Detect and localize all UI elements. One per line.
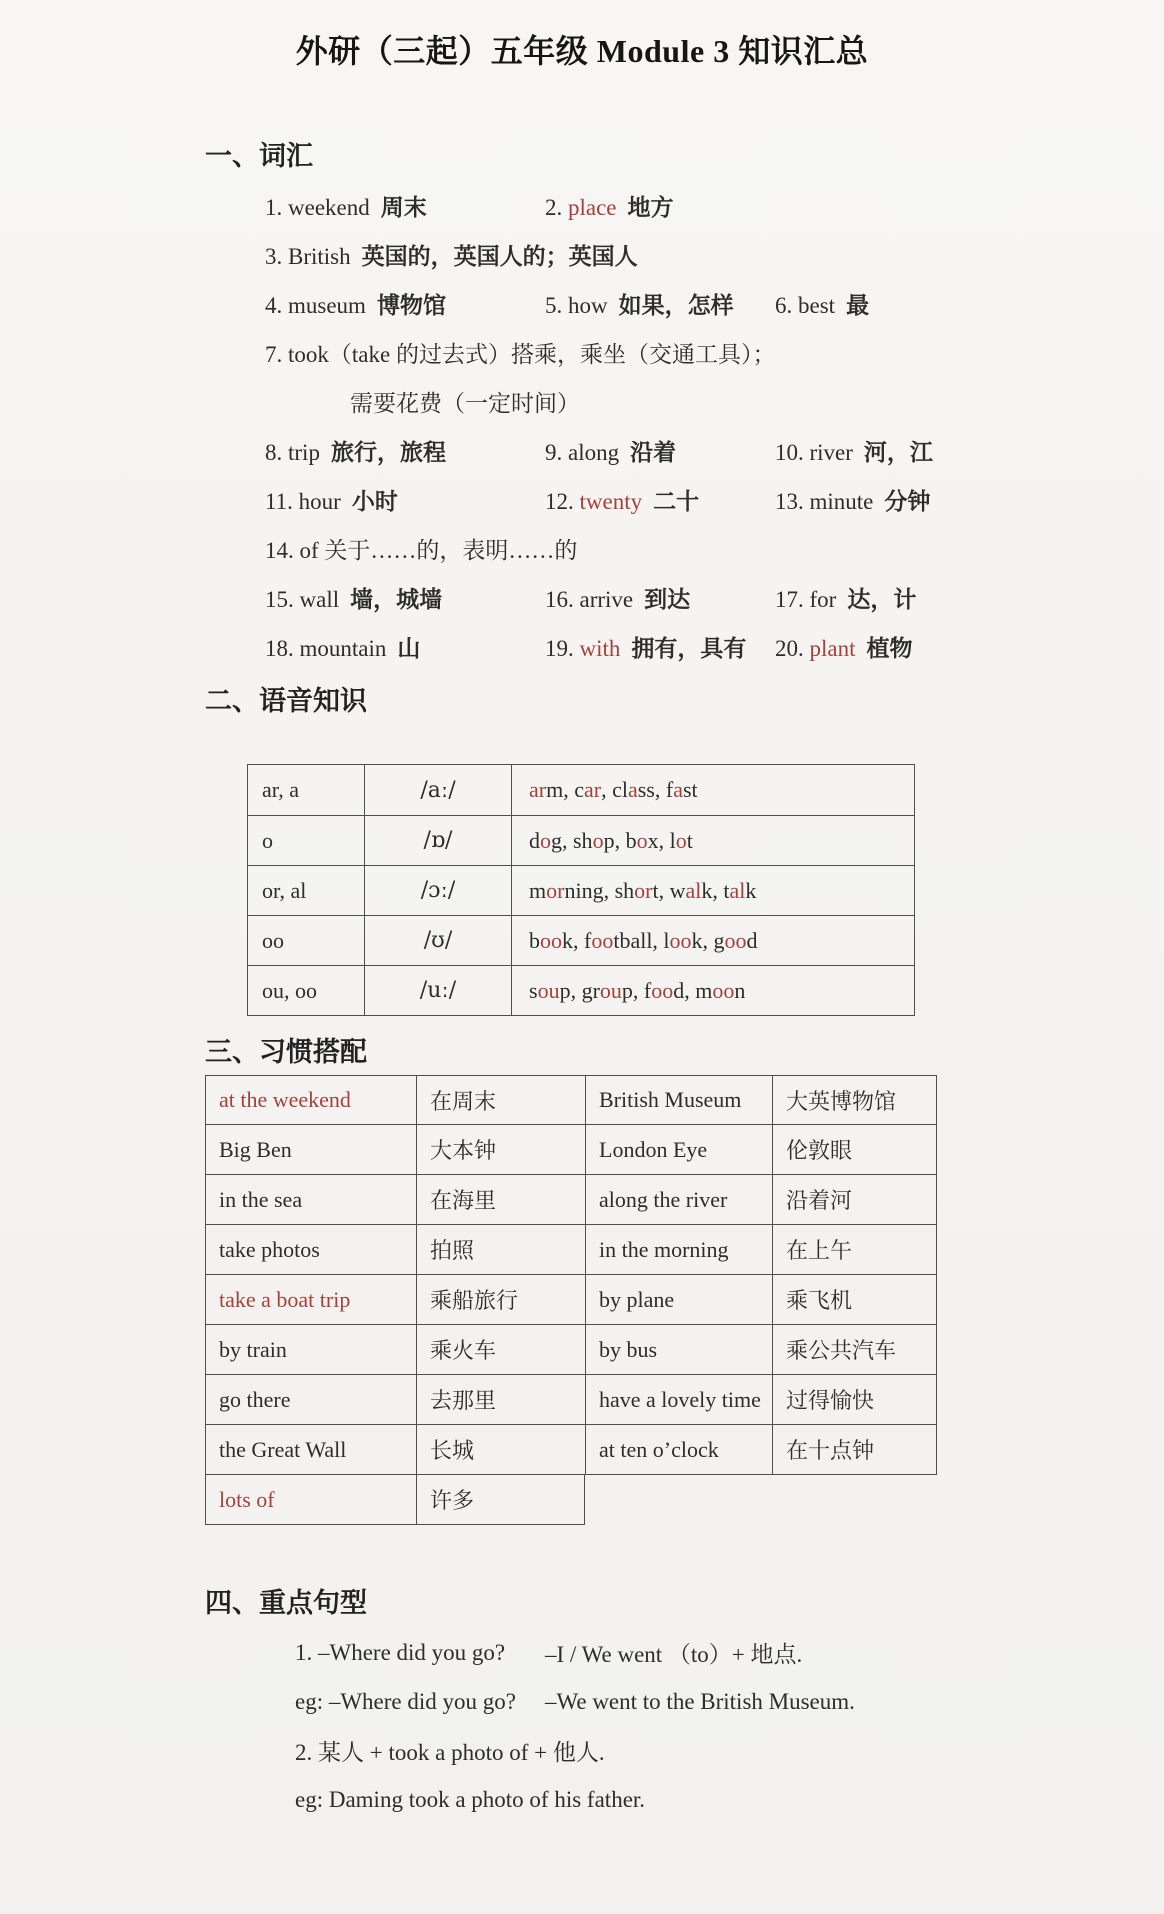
vocab-line <box>265 573 1164 622</box>
vocab-number: 20. <box>775 636 810 661</box>
vocab-entry <box>265 434 545 467</box>
phonetic-symbol-cell: /aː/ <box>364 765 512 815</box>
vocab-word: hour <box>298 489 341 514</box>
example-segment: ss, f <box>637 777 674 802</box>
collocation-table <box>205 1075 939 1525</box>
english-phrase-cell: British Museum <box>585 1075 772 1125</box>
vocab-entry <box>545 630 775 663</box>
sentence-question: 1. –Where did you go? <box>295 1639 506 1665</box>
vocab-line <box>265 622 1164 671</box>
vocab-meaning: 二十 <box>653 489 700 514</box>
vocab-number: 1. <box>265 195 288 220</box>
vocab-number: 9. <box>545 440 568 465</box>
example-segment: oo <box>540 927 562 953</box>
vocab-word: museum <box>288 293 366 318</box>
phonics-row <box>248 965 914 1015</box>
vocab-word: for <box>809 587 837 612</box>
chinese-meaning-cell: 拍照 <box>416 1225 585 1275</box>
english-phrase-cell: lots of <box>205 1475 416 1525</box>
chinese-meaning-cell: 去那里 <box>416 1375 585 1425</box>
section-heading-phonics: 二、语音知识 <box>205 686 367 716</box>
collocation-row <box>205 1475 939 1525</box>
phonics-table <box>247 764 915 1016</box>
sentence-line <box>295 1775 1164 1824</box>
chinese-meaning-cell: 大英博物馆 <box>772 1075 937 1125</box>
vocab-entry-text: 14. of 关于……的，表明……的 <box>265 538 578 563</box>
chinese-meaning-cell: 乘公共汽车 <box>772 1325 937 1375</box>
vocab-number: 11. <box>265 489 299 514</box>
example-segment: t, w <box>652 877 686 903</box>
english-phrase-cell: in the morning <box>585 1225 772 1275</box>
vocab-word: British <box>288 244 351 269</box>
vocab-meaning: 小时 <box>351 489 398 514</box>
vocab-meaning: 沿着 <box>630 440 677 465</box>
vocab-number: 4. <box>265 293 288 318</box>
vocab-number: 15. <box>265 587 300 612</box>
vocab-meaning: 如果，怎样 <box>618 293 734 318</box>
example-segment: st <box>682 777 698 802</box>
example-segment: b <box>529 927 540 953</box>
vocab-entry <box>775 630 1164 663</box>
vocab-word: with <box>579 636 621 661</box>
example-segment: ou <box>599 977 622 1003</box>
example-segment: k, t <box>701 877 730 903</box>
example-segment: o <box>675 827 687 853</box>
example-segment: al <box>685 877 702 903</box>
example-segment: , cl <box>601 777 628 802</box>
chinese-meaning-cell: 乘火车 <box>416 1325 585 1375</box>
vocab-line <box>265 230 1164 279</box>
english-phrase-cell: the Great Wall <box>205 1425 416 1475</box>
vocab-entry <box>775 581 1164 614</box>
chinese-meaning-cell: 在十点钟 <box>772 1425 937 1475</box>
example-segment: oo <box>724 927 747 953</box>
english-phrase-cell: London Eye <box>585 1125 772 1175</box>
collocation-row <box>205 1325 939 1375</box>
example-segment: oo <box>712 977 735 1003</box>
collocation-row <box>205 1275 939 1325</box>
section-heading-collocations: 三、习惯搭配 <box>205 1037 367 1067</box>
example-segment: p, gr <box>559 977 600 1003</box>
vocab-number: 18. <box>265 636 300 661</box>
example-segment: a <box>627 777 638 802</box>
english-phrase-cell: Big Ben <box>205 1125 416 1175</box>
example-segment: k, g <box>691 927 725 953</box>
phonetic-symbol-cell: /uː/ <box>364 966 512 1015</box>
vocab-word: how <box>568 293 608 318</box>
vocab-line <box>265 279 1164 328</box>
chinese-meaning-cell <box>772 1475 937 1525</box>
sentence-question: eg: –Where did you go? <box>295 1688 516 1714</box>
collocation-row <box>205 1075 939 1125</box>
example-segment: or <box>634 877 653 903</box>
chinese-meaning-cell: 沿着河 <box>772 1175 937 1225</box>
english-phrase-cell: by bus <box>585 1325 772 1375</box>
phonetic-symbol-cell: /ɔː/ <box>364 866 512 915</box>
vocab-word: minute <box>809 489 874 514</box>
vocab-entry <box>775 434 1164 467</box>
collocation-row <box>205 1425 939 1475</box>
phonics-row <box>248 915 914 965</box>
letter-pattern-cell: ou, oo <box>262 977 317 1003</box>
vocab-entry-text: 需要花费（一定时间） <box>350 391 580 416</box>
vocab-meaning: 拥有，具有 <box>631 636 747 661</box>
chinese-meaning-cell: 在周末 <box>416 1075 585 1125</box>
vocab-word: weekend <box>288 195 370 220</box>
vocab-meaning: 河，江 <box>863 440 933 465</box>
phonics-row <box>248 865 914 915</box>
english-phrase-cell <box>585 1475 772 1525</box>
vocab-meaning: 周末 <box>380 195 427 220</box>
english-phrase-cell: take a boat trip <box>205 1275 416 1325</box>
vocab-meaning: 山 <box>397 636 421 661</box>
chinese-meaning-cell: 大本钟 <box>416 1125 585 1175</box>
example-segment: k <box>745 877 757 903</box>
vocab-number: 16. <box>545 587 580 612</box>
vocab-number: 13. <box>775 489 810 514</box>
example-segment: d <box>529 827 540 853</box>
phonetic-symbol-cell: /ʊ/ <box>364 916 512 965</box>
vocab-meaning: 墙，城墙 <box>350 587 443 612</box>
vocab-line <box>265 524 1164 573</box>
section-heading-vocabulary: 一、词汇 <box>205 141 313 171</box>
chinese-meaning-cell: 长城 <box>416 1425 585 1475</box>
section-heading-sentence-patterns: 四、重点句型 <box>205 1588 367 1618</box>
vocab-word: mountain <box>299 636 387 661</box>
vocab-number: 8. <box>265 440 288 465</box>
english-phrase-cell: go there <box>205 1375 416 1425</box>
vocab-number: 5. <box>545 293 568 318</box>
example-segment: ar <box>583 777 602 802</box>
chinese-meaning-cell: 伦敦眼 <box>772 1125 937 1175</box>
vocab-word: wall <box>299 587 340 612</box>
english-phrase-cell: in the sea <box>205 1175 416 1225</box>
vocab-entry <box>265 189 545 222</box>
example-segment: ar <box>529 777 547 802</box>
vocab-word: best <box>798 293 836 318</box>
example-segment: k, f <box>562 927 592 953</box>
example-words-cell <box>512 816 914 865</box>
vocab-entry <box>545 434 775 467</box>
example-words-cell <box>512 916 914 965</box>
example-segment: o <box>592 827 604 853</box>
english-phrase-cell: have a lovely time <box>585 1375 772 1425</box>
vocab-number: 10. <box>775 440 810 465</box>
example-segment: t <box>686 827 693 853</box>
english-phrase-cell: along the river <box>585 1175 772 1225</box>
vocab-entry <box>265 287 545 320</box>
vocab-entry <box>265 238 1164 271</box>
example-segment: ning, sh <box>564 877 635 903</box>
vocab-meaning: 最 <box>846 293 870 318</box>
vocab-meaning: 英国的，英国人的；英国人 <box>361 244 638 269</box>
example-segment: oo <box>591 927 614 953</box>
sentence-line <box>295 1726 1164 1775</box>
sentence-answer: –We went to the British Museum. <box>545 1688 855 1714</box>
vocab-word: twenty <box>579 489 643 514</box>
phonetic-symbol-cell: /ɒ/ <box>364 816 512 865</box>
vocab-entry <box>775 483 1164 516</box>
chinese-meaning-cell: 在海里 <box>416 1175 585 1225</box>
vocab-entry <box>265 581 545 614</box>
vocab-word: trip <box>288 440 320 465</box>
vocab-line <box>265 377 1164 426</box>
collocation-row <box>205 1225 939 1275</box>
vocab-number: 2. <box>545 195 568 220</box>
vocab-word: along <box>568 440 620 465</box>
english-phrase-cell: by plane <box>585 1275 772 1325</box>
example-words-cell <box>512 966 914 1015</box>
example-segment: g, sh <box>551 827 593 853</box>
example-segment: m, c <box>546 777 584 802</box>
collocation-row <box>205 1375 939 1425</box>
sentence-pattern-list <box>295 1628 1164 1824</box>
example-segment: m <box>529 877 547 903</box>
chinese-meaning-cell: 在上午 <box>772 1225 937 1275</box>
sentence-answer: –I / We went （to）+ 地点. <box>545 1642 803 1667</box>
example-segment: or <box>546 877 565 903</box>
vocab-meaning: 到达 <box>644 587 691 612</box>
letter-pattern-cell: ar, a <box>262 777 299 802</box>
example-segment: d <box>746 927 758 953</box>
sentence-text: eg: Daming took a photo of his father. <box>295 1786 646 1812</box>
sentence-text: 2. 某人 + took a photo of + 他人. <box>295 1740 605 1765</box>
sentence-line <box>295 1628 1164 1677</box>
vocab-entry-text: 7. took（take 的过去式）搭乘，乘坐（交通工具）； <box>265 342 776 367</box>
vocab-entry <box>545 581 775 614</box>
letter-pattern-cell: or, al <box>262 877 307 903</box>
letter-pattern-cell: oo <box>262 927 284 953</box>
collocation-row <box>205 1125 939 1175</box>
chinese-meaning-cell: 乘飞机 <box>772 1275 937 1325</box>
example-segment: oo <box>651 977 674 1003</box>
example-segment: s <box>529 977 538 1003</box>
english-phrase-cell: by train <box>205 1325 416 1375</box>
vocab-entry <box>545 287 775 320</box>
page-title: 外研（三起）五年级 Module 3 知识汇总 <box>295 33 869 69</box>
vocab-number: 17. <box>775 587 810 612</box>
vocab-word: arrive <box>579 587 634 612</box>
example-segment: al <box>729 877 746 903</box>
vocab-number: 19. <box>545 636 580 661</box>
english-phrase-cell: take photos <box>205 1225 416 1275</box>
vocab-meaning: 旅行，旅程 <box>330 440 446 465</box>
english-phrase-cell: at ten o’clock <box>585 1425 772 1475</box>
vocab-number: 12. <box>545 489 580 514</box>
example-segment: p, b <box>603 827 637 853</box>
phonics-row <box>248 765 914 815</box>
vocab-entry <box>545 483 775 516</box>
sentence-line <box>295 1677 1164 1726</box>
vocab-meaning: 博物馆 <box>376 293 446 318</box>
vocab-word: place <box>568 195 617 220</box>
vocab-entry <box>265 483 545 516</box>
vocab-line <box>265 328 1164 377</box>
vocab-word: plant <box>809 636 856 661</box>
vocab-line <box>265 181 1164 230</box>
vocab-entry <box>775 287 1164 320</box>
example-words-cell <box>512 765 914 815</box>
vocab-word: river <box>809 440 853 465</box>
vocab-meaning: 分钟 <box>884 489 931 514</box>
english-phrase-cell: at the weekend <box>205 1075 416 1125</box>
chinese-meaning-cell: 乘船旅行 <box>416 1275 585 1325</box>
vocab-line <box>265 475 1164 524</box>
vocabulary-list <box>265 181 1164 671</box>
example-segment: p, f <box>621 977 652 1003</box>
vocab-number: 3. <box>265 244 288 269</box>
example-segment: ou <box>537 977 560 1003</box>
example-segment: x, l <box>647 827 676 853</box>
vocab-meaning: 达，计 <box>847 587 917 612</box>
example-words-cell <box>512 866 914 915</box>
vocab-number: 6. <box>775 293 798 318</box>
example-segment: d, m <box>673 977 713 1003</box>
vocab-meaning: 地方 <box>627 195 674 220</box>
example-segment: a <box>673 777 683 802</box>
vocab-entry <box>545 189 775 222</box>
phonics-row <box>248 815 914 865</box>
example-segment: n <box>734 977 746 1003</box>
letter-pattern-cell: o <box>262 827 273 853</box>
example-segment: oo <box>669 927 692 953</box>
example-segment: o <box>540 827 551 853</box>
vocab-entry <box>265 630 545 663</box>
collocation-row <box>205 1175 939 1225</box>
chinese-meaning-cell: 过得愉快 <box>772 1375 937 1425</box>
example-segment: o <box>636 827 648 853</box>
vocab-meaning: 植物 <box>866 636 913 661</box>
chinese-meaning-cell: 许多 <box>416 1475 585 1525</box>
example-segment: tball, l <box>613 927 670 953</box>
vocab-line <box>265 426 1164 475</box>
